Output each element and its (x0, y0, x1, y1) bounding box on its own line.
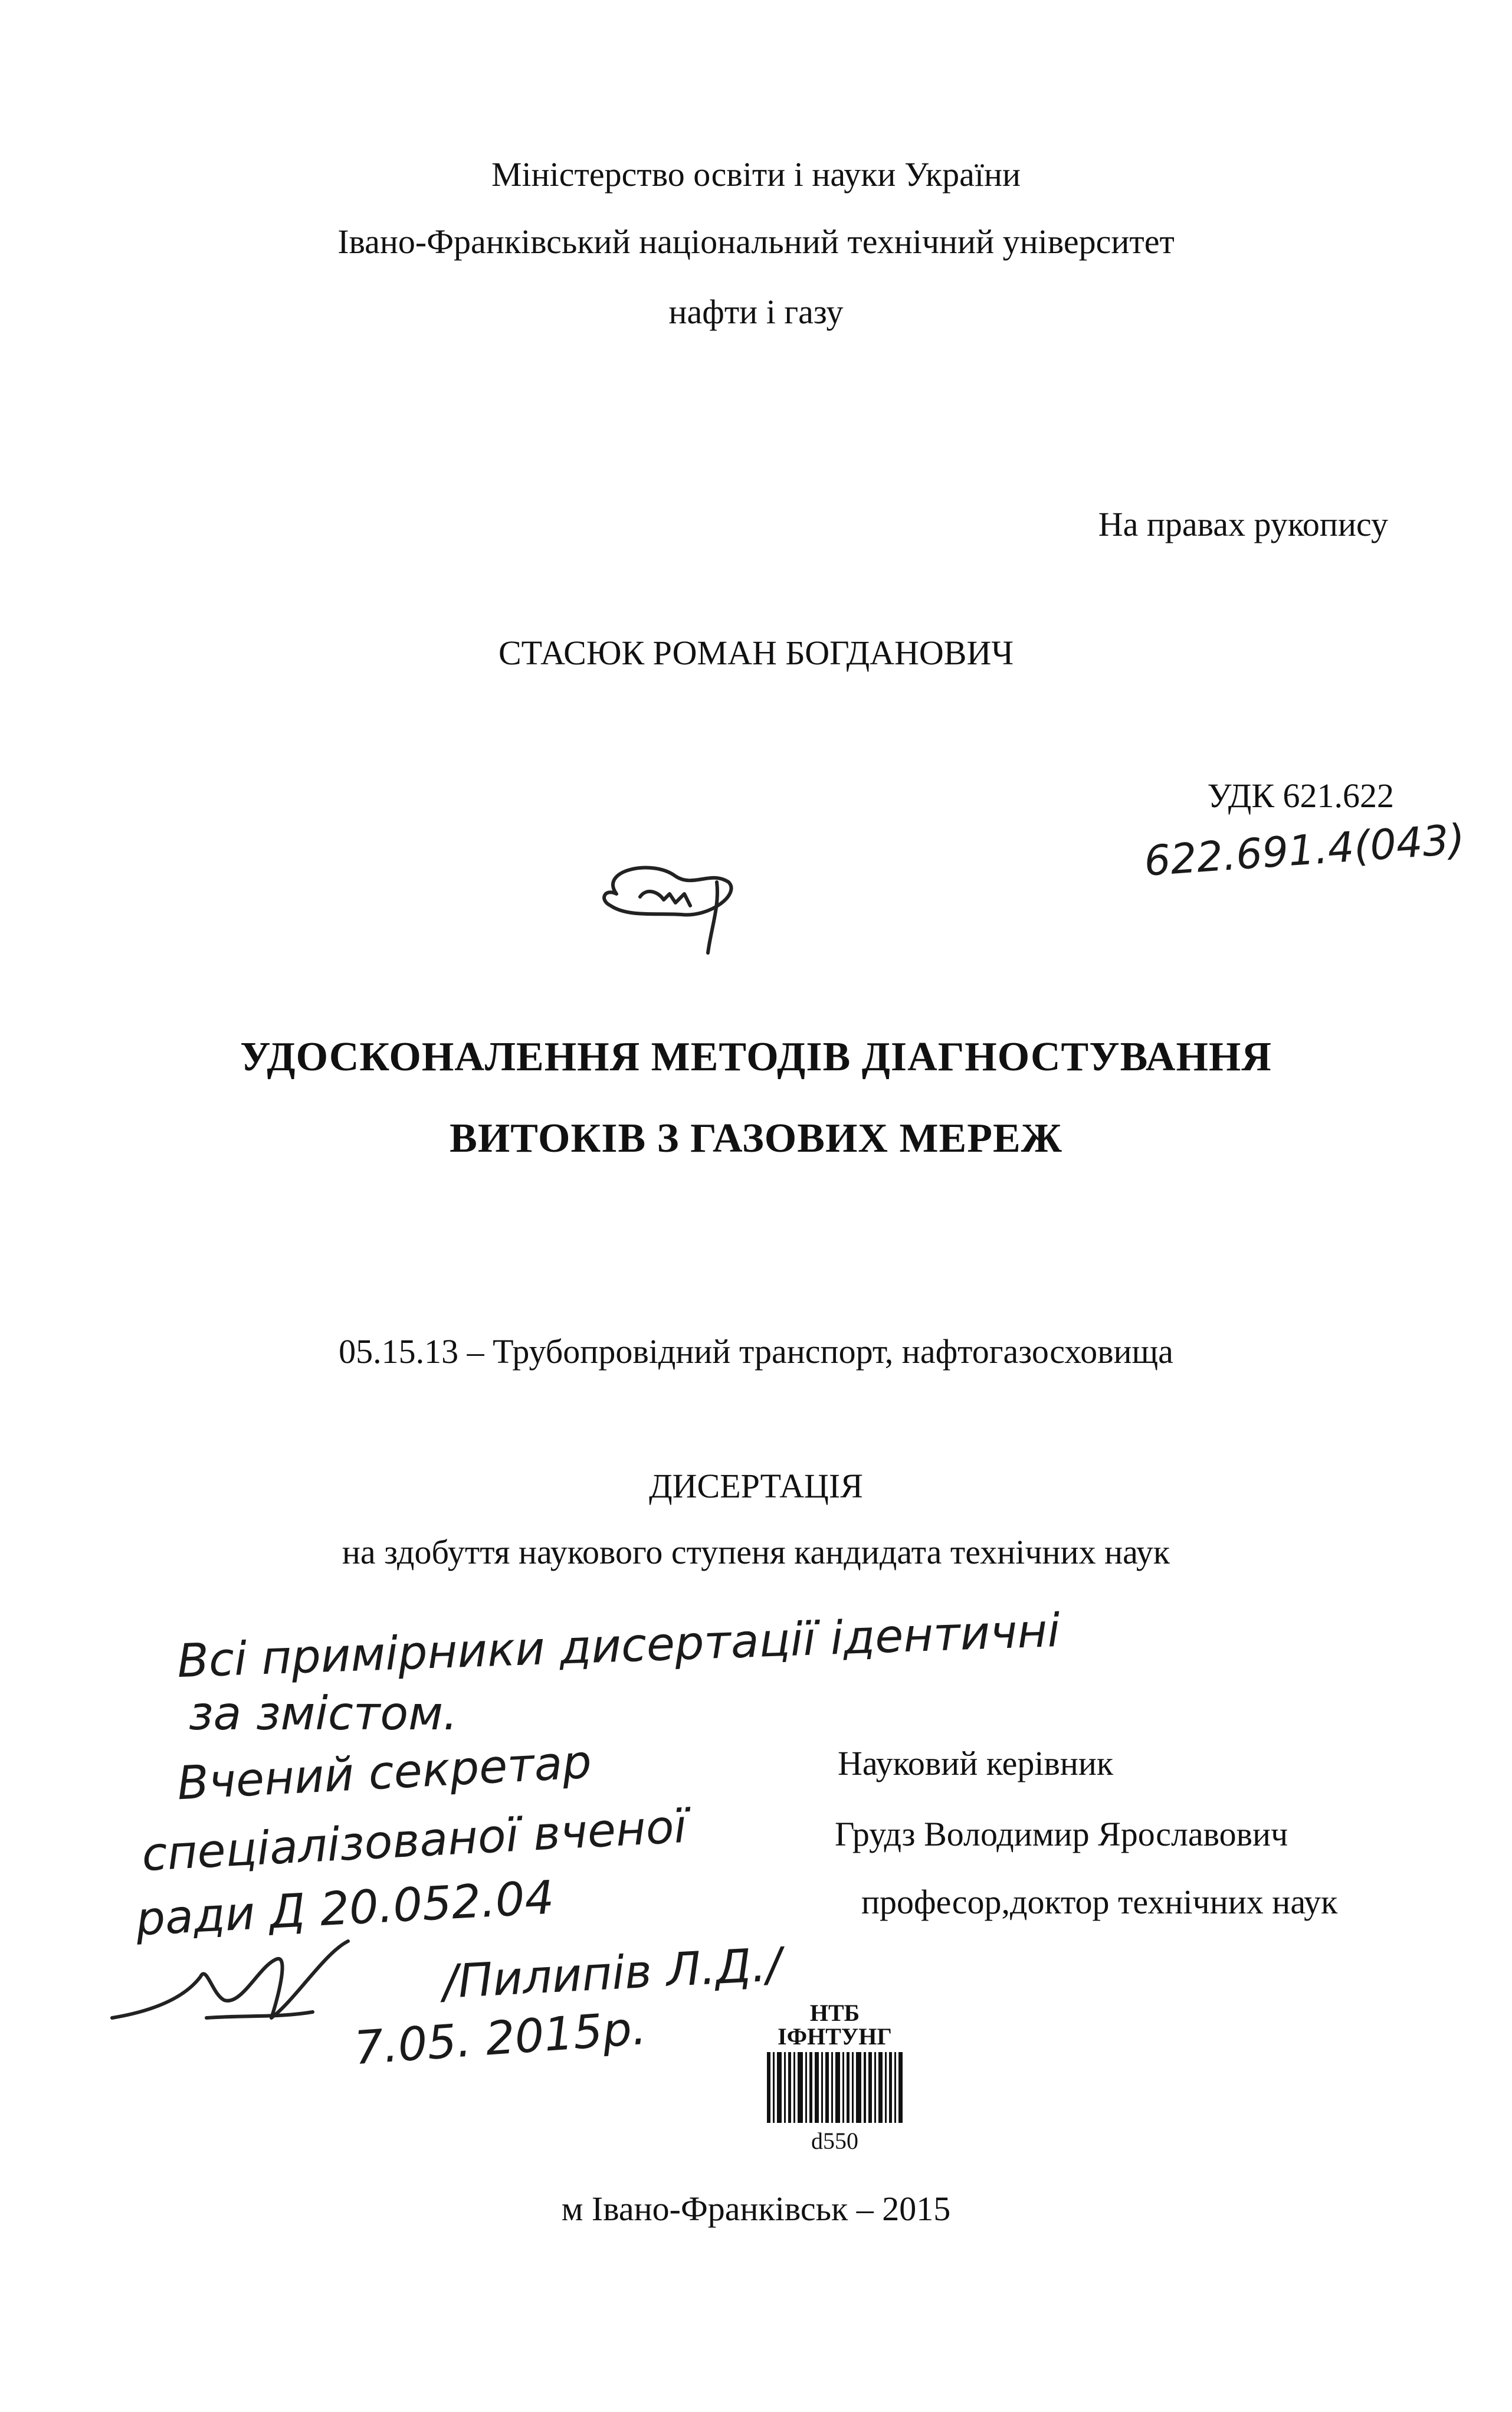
handwritten-note-line-3: Вчений секретар (176, 1735, 593, 1811)
title-line-1: УДОСКОНАЛЕННЯ МЕТОДІВ ДІАГНОСТУВАННЯ (240, 1034, 1272, 1080)
handwritten-note-line-2: за змістом. (189, 1687, 458, 1741)
supervisor-name: Грудз Володимир Ярославович (835, 1815, 1288, 1853)
ministry-line: Міністерство освіти і науки України (491, 155, 1021, 194)
degree-line: на здобуття наукового ступеня кандидата технічних наук (342, 1533, 1170, 1571)
library-stamp-line-1: НТБ (809, 2000, 860, 2026)
udc-handwritten: 622.691.4(043) (1142, 815, 1467, 886)
library-stamp-line-2: ІФНТУНГ (778, 2023, 892, 2050)
library-barcode-number: d550 (811, 2128, 858, 2154)
supervisor-label: Науковий керівник (838, 1744, 1114, 1782)
document-type: ДИСЕРТАЦІЯ (649, 1467, 863, 1505)
university-line-2: нафти і газу (668, 293, 844, 331)
specialty: 05.15.13 – Трубопровідний транспорт, нафтогазосховища (339, 1332, 1173, 1371)
handwritten-note-line-6: /Пилипів Л.Д./ (441, 1938, 783, 2009)
handwritten-note-line-7: 7.05. 2015р. (352, 2001, 648, 2076)
manuscript-note: На правах рукопису (1098, 505, 1388, 543)
secretary-signature (100, 1929, 431, 2047)
university-line-1: Івано-Франківський національний технічний університет (337, 222, 1175, 261)
supervisor-title: професор,доктор технічних наук (861, 1883, 1338, 1921)
library-barcode (767, 2052, 903, 2123)
udc-printed: УДК 621.622 (1207, 776, 1394, 815)
title-line-2: ВИТОКІВ З ГАЗОВИХ МЕРЕЖ (450, 1116, 1062, 1161)
handwritten-note-line-5: ради Д 20.052.04 (135, 1871, 556, 1946)
handwritten-note-line-1: Всі примірники дисертації ідентичні (176, 1604, 1061, 1689)
author-signature (575, 847, 752, 959)
handwritten-note-line-4: спеціалізованої вченої (140, 1800, 688, 1882)
author-name: СТАСЮК РОМАН БОГДАНОВИЧ (498, 634, 1014, 672)
city-year: м Івано-Франківськ – 2015 (561, 2190, 951, 2228)
